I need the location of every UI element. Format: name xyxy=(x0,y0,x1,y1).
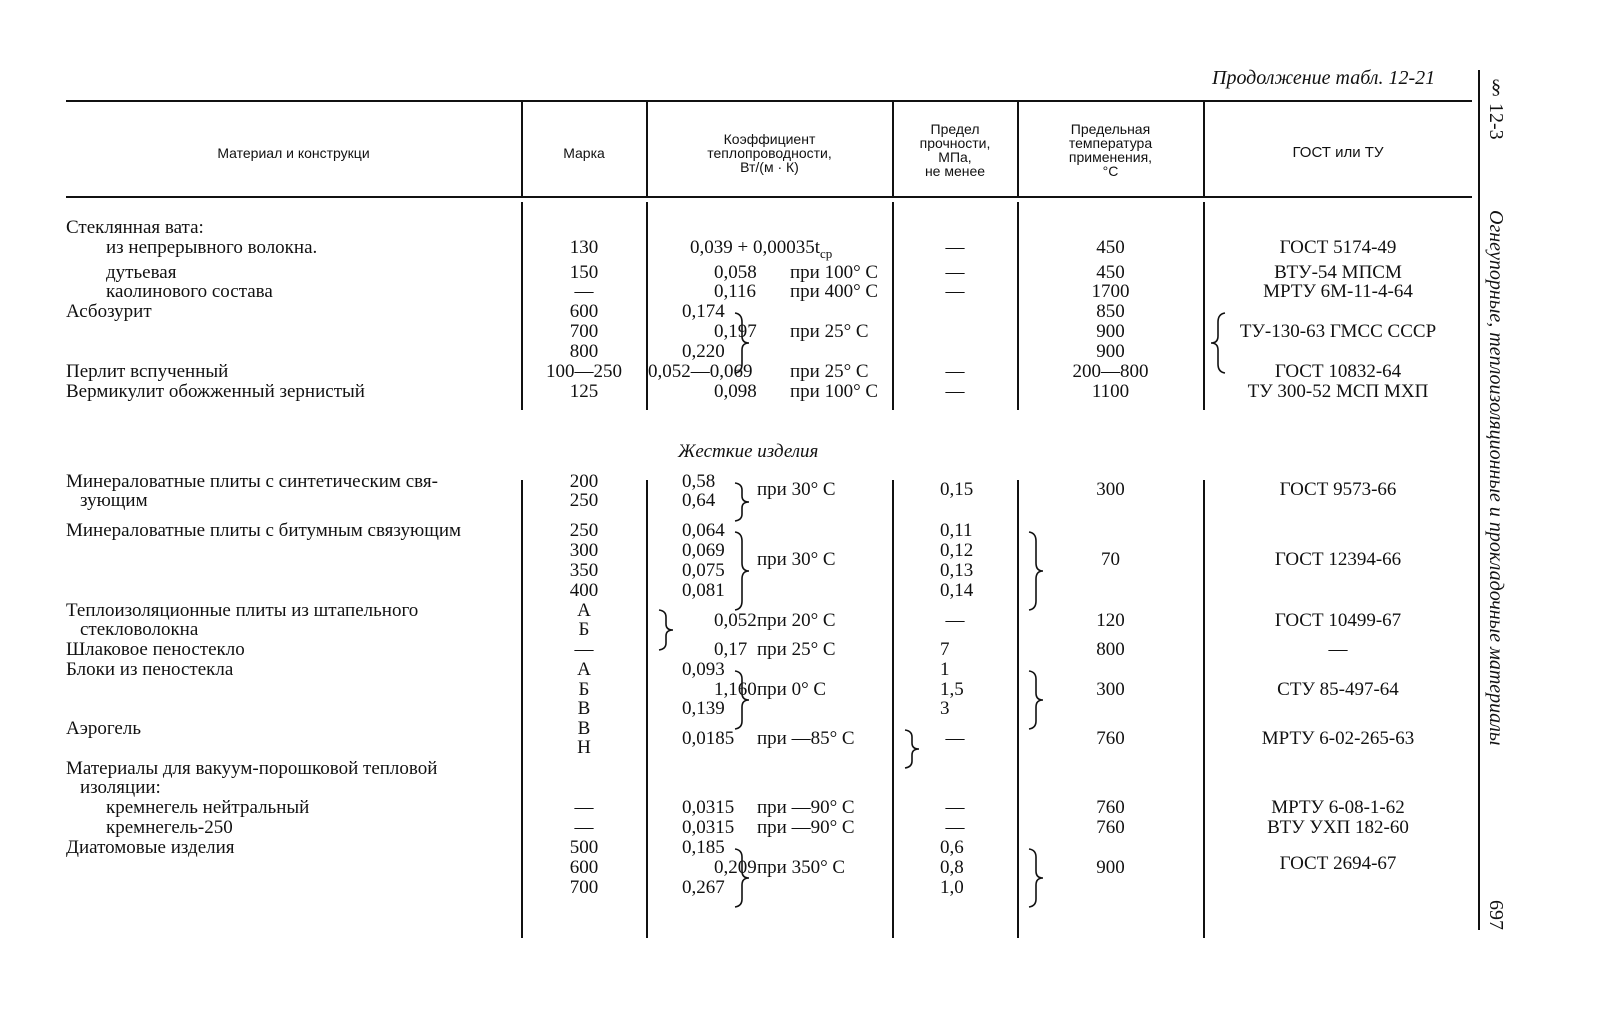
column-header-conductivity: Коэффициент теплопроводности, Вт/(м · К) xyxy=(707,131,832,175)
strength-cell: 0,13 xyxy=(940,560,974,581)
condition-cell: при 25° С xyxy=(790,321,869,342)
mark-cell: 100—250 xyxy=(546,361,622,382)
temperature-cell: 200—800 xyxy=(1072,361,1149,382)
temperature-cell: 900 xyxy=(1096,857,1125,878)
standard-cell: ГОСТ 9573-66 xyxy=(1279,479,1397,500)
strength-cell: 3 xyxy=(940,698,950,719)
mark-cell: — xyxy=(574,639,594,660)
standard-cell: МРТУ 6-02-265-63 xyxy=(1261,728,1415,749)
condition-cell: при 20° С xyxy=(757,610,836,631)
page-number: 697 xyxy=(1485,900,1507,930)
condition-cell: при 400° С xyxy=(790,281,879,302)
temperature-cell: 760 xyxy=(1096,728,1125,749)
conductivity-cell: 0,0315 xyxy=(682,817,735,838)
section-title-rigid: Жесткие изделия xyxy=(678,441,819,462)
strength-cell: 1 xyxy=(940,659,950,680)
conductivity-cell: 1,160 xyxy=(714,679,757,700)
strength-cell: — xyxy=(945,728,965,749)
standard-cell: МРТУ 6М-11-4-64 xyxy=(1263,281,1413,302)
standard-cell: ГОСТ 12394-66 xyxy=(1274,549,1402,570)
conductivity-cell: 0,075 xyxy=(682,560,725,581)
brace-icon xyxy=(1026,848,1046,908)
brace-icon xyxy=(732,531,752,611)
material-name: изоляции: xyxy=(80,777,161,798)
conductivity-cell: 0,139 xyxy=(682,698,725,719)
col-divider xyxy=(892,480,894,938)
condition-cell: при 25° С xyxy=(757,639,836,660)
table-top-rule xyxy=(66,100,1472,102)
conductivity-value: 0,039 + 0,00035t xyxy=(690,237,820,258)
mark-cell: В xyxy=(577,718,591,739)
conductivity-cell: 0,069 xyxy=(682,540,725,561)
conductivity-cell: 0,185 xyxy=(682,837,725,858)
margin-rule xyxy=(1478,70,1480,930)
condition-cell: при 0° С xyxy=(757,679,827,700)
standard-cell: ВТУ-54 МПСМ xyxy=(1274,262,1402,283)
conductivity-cell: 0,058 xyxy=(714,262,757,283)
conductivity-cell: 0,116 xyxy=(714,281,757,302)
mark-cell: — xyxy=(574,817,594,838)
temperature-cell: 900 xyxy=(1096,341,1125,362)
material-name: Перлит вспученный xyxy=(66,361,229,382)
condition-cell: при 350° С xyxy=(757,857,846,878)
standard-cell: МРТУ 6-08-1-62 xyxy=(1271,797,1405,818)
temperature-cell: 450 xyxy=(1096,262,1125,283)
material-name: Стеклянная вата: xyxy=(66,217,204,238)
strength-cell: — xyxy=(945,361,965,382)
mark-cell: 125 xyxy=(569,381,599,402)
mark-cell: Н xyxy=(577,737,591,758)
material-name: Шлаковое пеностекло xyxy=(66,639,245,660)
strength-cell: — xyxy=(945,817,965,838)
conductivity-cell: 0,0315 xyxy=(682,797,735,818)
strength-cell: — xyxy=(945,797,965,818)
material-name: кремнегель нейтральный xyxy=(106,797,310,818)
temperature-cell: 70 xyxy=(1101,549,1120,570)
temperature-cell: 1700 xyxy=(1091,281,1130,302)
standard-cell: ВТУ УХП 182-60 xyxy=(1267,817,1409,838)
condition-cell: при 30° С xyxy=(757,549,836,570)
strength-cell: 7 xyxy=(940,639,950,660)
col-divider xyxy=(646,480,648,938)
mark-cell: Б xyxy=(578,619,590,640)
conductivity-cell: 0,267 xyxy=(682,877,725,898)
temperature-cell: 760 xyxy=(1096,797,1125,818)
conductivity-cell: 0,052—0,069 xyxy=(648,361,753,382)
strength-cell: 0,11 xyxy=(940,520,973,541)
conductivity-cell: 0,17 xyxy=(714,639,748,660)
conductivity-cell xyxy=(690,238,832,264)
mark-cell: 400 xyxy=(569,580,599,601)
mark-cell: 200 xyxy=(569,471,599,492)
material-name: Минераловатные плиты с битумным связующим xyxy=(66,520,462,541)
strength-cell: — xyxy=(945,281,965,302)
conductivity-cell: 0,093 xyxy=(682,659,725,680)
mark-cell: А xyxy=(577,600,591,621)
brace-icon xyxy=(902,729,922,769)
material-name: кремнегель-250 xyxy=(106,817,233,838)
condition-cell: при —90° С xyxy=(757,797,855,818)
strength-cell: 1,0 xyxy=(940,877,964,898)
brace-icon xyxy=(1026,531,1046,611)
mark-cell: — xyxy=(574,281,594,302)
temperature-cell: 760 xyxy=(1096,817,1125,838)
section-number: § 12-3 xyxy=(1485,76,1507,140)
strength-cell: 0,15 xyxy=(940,479,974,500)
condition-cell: при —90° С xyxy=(757,817,855,838)
material-name: Асбозурит xyxy=(66,301,152,322)
material-name: стекловолокна xyxy=(80,619,199,640)
conductivity-cell: 0,174 xyxy=(682,301,725,322)
mark-cell: — xyxy=(574,797,594,818)
material-name: Диатомовые изделия xyxy=(66,837,235,858)
strength-cell: 0,6 xyxy=(940,837,964,858)
column-header-standard: ГОСТ или ТУ xyxy=(1292,144,1384,161)
mark-cell: 700 xyxy=(569,321,599,342)
conductivity-cell: 0,197 xyxy=(714,321,757,342)
mark-cell: 150 xyxy=(569,262,599,283)
running-title: Огнеупорные, теплоизоляционные и прокладочные материалы xyxy=(1485,210,1507,746)
header-bottom-rule xyxy=(66,196,1472,198)
conductivity-cell: 0,209 xyxy=(714,857,757,878)
standard-cell: СТУ 85-497-64 xyxy=(1277,679,1399,700)
mark-cell: В xyxy=(577,698,591,719)
conductivity-cell: 0,052 xyxy=(714,610,757,631)
strength-cell: 0,14 xyxy=(940,580,974,601)
standard-cell: ГОСТ 2694-67 xyxy=(1279,853,1397,874)
brace-icon xyxy=(732,848,752,908)
mark-cell: 300 xyxy=(569,540,599,561)
brace-icon xyxy=(1026,670,1046,730)
conductivity-cell: 0,58 xyxy=(682,471,716,492)
conductivity-cell: 0,081 xyxy=(682,580,725,601)
temperature-cell: 120 xyxy=(1096,610,1125,631)
column-header-mark: Марка xyxy=(563,145,605,161)
brace-icon xyxy=(656,609,676,651)
standard-cell: ТУ 300-52 МСП МХП xyxy=(1247,381,1429,402)
material-name: дутьевая xyxy=(106,262,177,283)
temperature-cell: 850 xyxy=(1096,301,1125,322)
mark-cell: А xyxy=(577,659,591,680)
standard-cell: ГОСТ 10832-64 xyxy=(1274,361,1402,382)
mark-cell: 700 xyxy=(569,877,599,898)
conductivity-cell: 0,220 xyxy=(682,341,725,362)
standard-cell: — xyxy=(1328,639,1348,660)
mark-cell: 600 xyxy=(569,857,599,878)
temperature-cell: 1100 xyxy=(1091,381,1130,402)
mark-cell: 130 xyxy=(569,237,599,258)
brace-icon xyxy=(732,670,752,730)
condition-cell: при —85° С xyxy=(757,728,855,749)
condition-cell: при 100° С xyxy=(790,381,879,402)
material-name: Вермикулит обожженный зернистый xyxy=(66,381,365,402)
material-name: из непрерывного волокна. xyxy=(106,237,318,258)
strength-cell: 0,8 xyxy=(940,857,964,878)
material-name: каолинового состава xyxy=(106,281,273,302)
column-header-temperature: Предельная температура применения, °С xyxy=(1068,121,1153,179)
standard-cell: ГОСТ 10499-67 xyxy=(1274,610,1402,631)
table-caption: Продолжение табл. 12-21 xyxy=(1212,67,1436,89)
conductivity-cell: 0,098 xyxy=(714,381,757,402)
mark-cell: 600 xyxy=(569,301,599,322)
standard-cell: ГОСТ 5174-49 xyxy=(1279,237,1397,258)
mark-cell: 250 xyxy=(569,490,599,511)
column-header-strength: Предел прочности, МПа, не менее xyxy=(919,121,991,179)
condition-cell: при 100° С xyxy=(790,262,879,283)
material-name: Блоки из пеностекла xyxy=(66,659,234,680)
temperature-cell: 900 xyxy=(1096,321,1125,342)
temperature-cell: 450 xyxy=(1096,237,1125,258)
conductivity-cell: 0,64 xyxy=(682,490,716,511)
standard-cell: ТУ-130-63 ГМСС СССР xyxy=(1239,321,1437,342)
brace-icon xyxy=(1208,312,1228,374)
material-name: Материалы для вакуум-порошковой тепловой xyxy=(66,758,438,779)
strength-cell: 1,5 xyxy=(940,679,964,700)
column-header-material: Материал и конструкци xyxy=(217,145,370,161)
brace-icon xyxy=(732,482,752,522)
strength-cell: 0,12 xyxy=(940,540,974,561)
strength-cell: — xyxy=(945,237,965,258)
material-name: Теплоизоляционные плиты из штапельного xyxy=(66,600,419,621)
strength-cell: — xyxy=(945,381,965,402)
conductivity-subscript: ср xyxy=(820,245,833,261)
brace-icon xyxy=(732,312,752,374)
material-name: Аэрогель xyxy=(66,718,141,739)
material-name: зующим xyxy=(80,490,148,511)
mark-cell: Б xyxy=(578,679,590,700)
strength-cell: — xyxy=(945,610,965,631)
mark-cell: 250 xyxy=(569,520,599,541)
material-name: Минераловатные плиты с синтетическим свя- xyxy=(66,471,438,492)
condition-cell: при 30° С xyxy=(757,479,836,500)
conductivity-cell: 0,064 xyxy=(682,520,725,541)
mark-cell: 800 xyxy=(569,341,599,362)
temperature-cell: 300 xyxy=(1096,479,1125,500)
mark-cell: 500 xyxy=(569,837,599,858)
condition-cell: при 25° С xyxy=(790,361,869,382)
temperature-cell: 300 xyxy=(1096,679,1125,700)
temperature-cell: 800 xyxy=(1096,639,1125,660)
strength-cell: — xyxy=(945,262,965,283)
mark-cell: 350 xyxy=(569,560,599,581)
conductivity-cell: 0,0185 xyxy=(682,728,735,749)
